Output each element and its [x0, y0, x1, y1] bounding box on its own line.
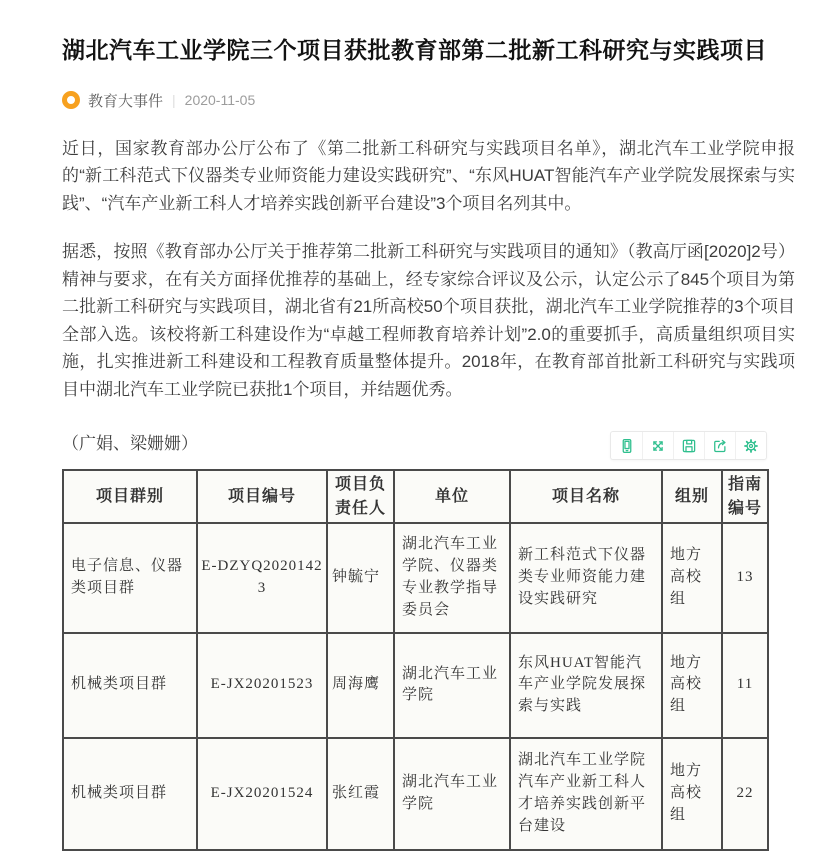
table-header-cell: 单位 — [394, 470, 510, 522]
table-cell: 机械类项目群 — [63, 738, 197, 850]
table-header-cell: 项目名称 — [510, 470, 662, 522]
table-row — [63, 738, 768, 850]
projects-table-body — [63, 523, 768, 850]
projects-table-header — [63, 470, 768, 522]
table-cell: 湖北汽车工业学院 — [394, 633, 510, 738]
table-cell: 11 — [722, 633, 768, 738]
table-header-cell: 指南编号 — [722, 470, 768, 522]
table-header-cell: 项目群别 — [63, 470, 197, 522]
table-cell: E-JX20201524 — [197, 738, 327, 850]
table-header-cell: 项目负责任人 — [327, 470, 394, 522]
projects-table — [62, 469, 769, 850]
page-title: 湖北汽车工业学院三个项目获批教育部第二批新工科研究与实践项目 — [62, 37, 767, 63]
table-cell: E-JX20201523 — [197, 633, 327, 738]
table-cell: 湖北汽车工业学院 — [394, 738, 510, 850]
mobile-view-icon[interactable] — [611, 432, 642, 459]
table-cell: 机械类项目群 — [63, 633, 197, 738]
table-header-cell: 项目编号 — [197, 470, 327, 522]
signature-toolbar-row — [62, 429, 767, 460]
settings-icon[interactable] — [735, 432, 766, 459]
table-cell: 周海鹰 — [327, 633, 394, 738]
table-row — [63, 523, 768, 633]
table-cell: 地方高校组 — [662, 738, 722, 850]
table-cell: 22 — [722, 738, 768, 850]
byline-divider: | — [172, 92, 176, 109]
byline — [62, 90, 797, 111]
author-signature: （广娟、梁姗姗） — [62, 434, 198, 454]
table-cell: 湖北汽车工业学院汽车产业新工科人才培养实践创新平台建设 — [510, 738, 662, 850]
table-cell: 新工科范式下仪器类专业师资能力建设实践研究 — [510, 523, 662, 633]
fullscreen-icon[interactable] — [642, 432, 673, 459]
table-header-cell: 组别 — [662, 470, 722, 522]
publish-date: 2020-11-05 — [184, 92, 256, 109]
table-row — [63, 633, 768, 738]
save-icon[interactable] — [673, 432, 704, 459]
share-icon[interactable] — [704, 432, 735, 459]
article-paragraph-2: 据悉，按照《教育部办公厅关于推荐第二批新工科研究与实践项目的通知》（教高厅函[2020]2号）精神与要求，在有关方面择优推荐的基础上，经专家综合评议及公示，认定公示了845个项目为第二批新工科研究与实践项目，湖北省有21所高校50个项目获批，湖北汽车工业学院推荐的3个项目全部入选。该校将新工科建设作为“卓越工程师教育培养计划”2.0的重要抓手，高质量组织项目实施，扎实推进新工科建设和工程教育质量整体提升。2018年，在教育部首批新工科研究与实践项目中湖北汽车工业学院已获批1个项目，并结题优秀。 — [62, 242, 795, 399]
table-cell: 张红霞 — [327, 738, 394, 850]
table-cell: E-DZYQ20201423 — [197, 523, 327, 633]
table-cell: 电子信息、仪器类项目群 — [63, 523, 197, 633]
publisher-name[interactable]: 教育大事件 — [88, 92, 164, 110]
table-cell: 地方高校组 — [662, 633, 722, 738]
publisher-avatar-icon — [62, 91, 80, 109]
table-cell: 13 — [722, 523, 768, 633]
table-cell: 钟毓宁 — [327, 523, 394, 633]
image-toolbar — [610, 431, 767, 460]
article-paragraph-1: 近日，国家教育部办公厅公布了《第二批新工科研究与实践项目名单》，湖北汽车工业学院申报的“新工科范式下仪器类专业师资能力建设实践研究”、“东风HUAT智能汽车产业学院发展探索与实践”、“汽车产业新工科人才培养实践创新平台建设”3个项目名列其中。 — [62, 138, 795, 213]
table-cell: 东风HUAT智能汽车产业学院发展探索与实践 — [510, 633, 662, 738]
table-cell: 地方高校组 — [662, 523, 722, 633]
table-cell: 湖北汽车工业学院、仪器类专业教学指导委员会 — [394, 523, 510, 633]
